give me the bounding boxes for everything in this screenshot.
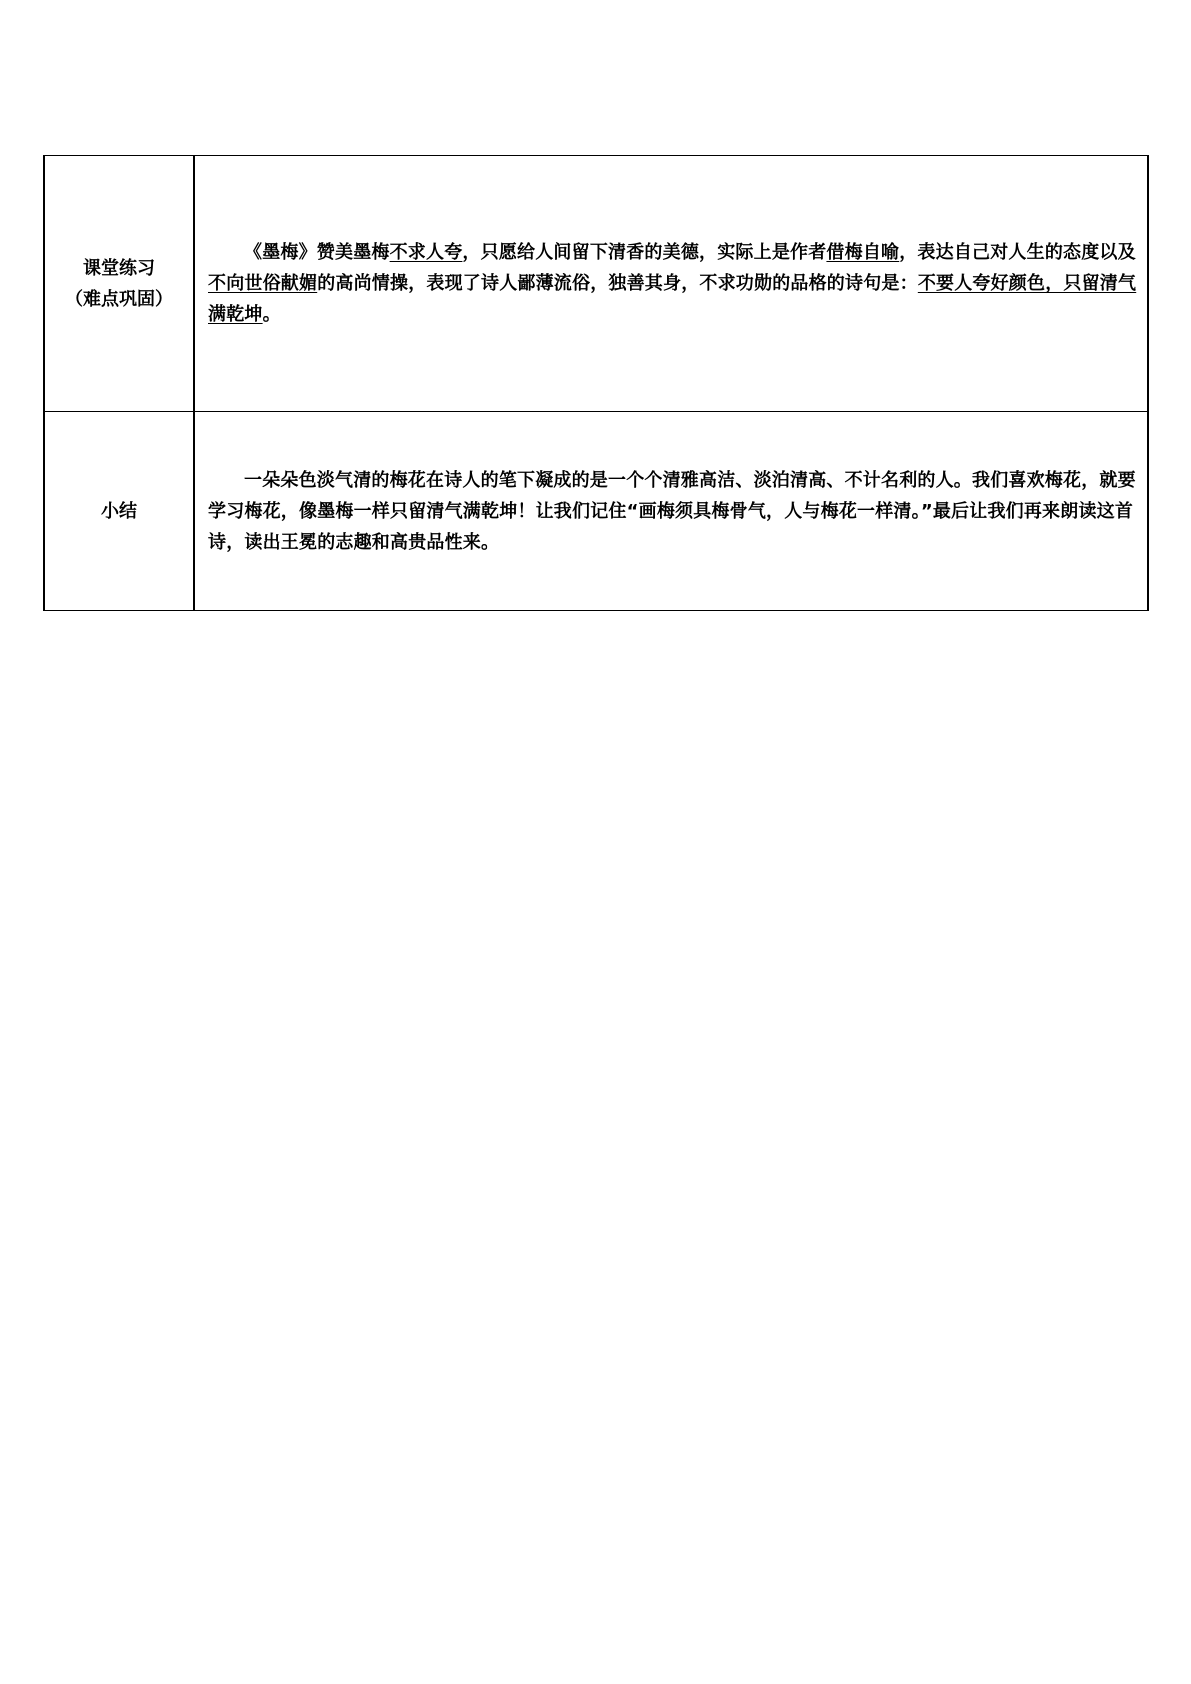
paragraph-text: ，只愿给人间留下清香的美德，实际上是作者 — [462, 242, 827, 263]
practice-paragraph — [208, 237, 1137, 330]
summary-label: 小结 — [101, 500, 137, 522]
practice-label-cell — [44, 156, 194, 412]
paragraph-text: 《墨梅》赞美墨梅 — [244, 242, 390, 263]
underlined-answer: 不要人夸好颜色，只留清气满乾坤 — [208, 273, 1137, 325]
paragraph-text: ，表达自己对人生的态度以及 — [899, 242, 1136, 263]
summary-content-cell — [194, 412, 1148, 611]
summary-label-cell — [44, 412, 194, 611]
paragraph-text: 。 — [262, 304, 281, 325]
table-row-practice — [44, 156, 1148, 412]
practice-sublabel: （难点巩固） — [65, 288, 173, 310]
underlined-answer: 不向世俗献媚 — [208, 273, 318, 294]
practice-label: 课堂练习 — [83, 257, 155, 279]
paragraph-text: 的高尚情操，表现了诗人鄙薄流俗，独善其身，不求功勋的品格的诗句是： — [317, 273, 918, 294]
table-row-summary — [44, 412, 1148, 611]
underlined-answer: 借梅自喻 — [826, 242, 900, 263]
summary-paragraph: 一朵朵色淡气清的梅花在诗人的笔下凝成的是一个个清雅高洁、淡泊清高、不计名利的人。我们喜欢梅花，就要学习梅花，像墨梅一样只留清气满乾坤！让我们记住“画梅须具梅骨气，人与梅花一样清。”最后让我们再来朗读这首诗，读出王冕的志趣和高贵品性来。 — [208, 469, 1136, 553]
practice-content-cell — [194, 156, 1148, 412]
underlined-answer: 不求人夸 — [389, 242, 463, 263]
lesson-table — [43, 155, 1149, 611]
